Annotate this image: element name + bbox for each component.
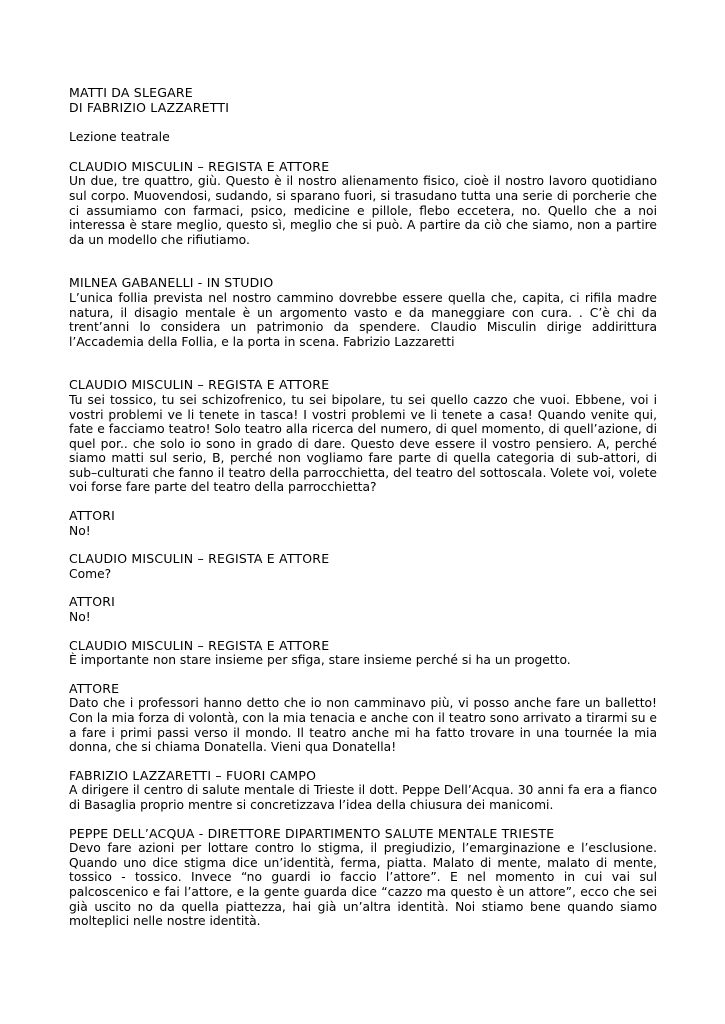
section-3 <box>69 378 657 495</box>
speaker-name: MILNEA GABANELLI - IN STUDIO <box>69 275 274 291</box>
speech-text: È importante non stare insieme per sfiga, stare insieme perché si ha un progetto. <box>69 653 571 668</box>
speaker-name: CLAUDIO MISCULIN – REGISTA E ATTORE <box>69 158 330 174</box>
speaker-name: ATTORI <box>69 508 116 524</box>
document-body <box>69 86 657 929</box>
speech-text: Come? <box>69 566 112 581</box>
section-10 <box>69 827 657 929</box>
speech-text: No! <box>69 523 91 538</box>
speech-text: Dato che i professori hanno detto che io non camminavo più, vi posso anche fare un balletto! Con la mia forza di volontà, con la mia tenacia e anche con il teatro sono arrivato a tirarmi su e a fare i primi passi verso il mondo. Il teatro anche mi ha fatto trovare in una tournée la mia donna, che si chiama Donatella. Vieni qua Donatella! <box>69 696 657 755</box>
speech-text: Tu sei tossico, tu sei schizofrenico, tu sei bipolare, tu sei quello cazzo che vuoi. Ebbene, voi i vostri problemi ve li tenete in tasca! I vostri problemi ve li tenete a casa! Quando venite qui, fate e facciamo teatro! Solo teatro alla ricerca del numero, di quel momento, di quell’azione, di quel por.. che solo io sono in grado di dare. Questo deve essere il vostro pensiero. A, perché siamo matti sul serio, B, perché non vogliamo fare parte di quella categoria di sub-attori, di sub–culturati che fanno il teatro della parrocchietta, del teatro del sottoscala. Volete voi, volete voi forse fare parte del teatro della parrocchietta? <box>69 392 657 495</box>
document-subtitle: Lezione teatrale <box>69 129 170 145</box>
section-9 <box>69 769 657 813</box>
speaker-name: FABRIZIO LAZZARETTI – FUORI CAMPO <box>69 767 317 783</box>
section-8 <box>69 682 657 755</box>
section-2 <box>69 276 657 349</box>
speech-text: A dirigere il centro di salute mentale di Trieste il dott. Peppe Dell’Acqua. 30 anni fa era a fianco di Basaglia proprio mentre si concretizzava l’idea della chiusura dei manicomi. <box>69 783 657 812</box>
speaker-name: CLAUDIO MISCULIN – REGISTA E ATTORE <box>69 551 330 567</box>
speech-text: Devo fare azioni per lottare contro lo stigma, il pregiudizio, l’emarginazione e l’esclusione. Quando uno dice stigma dice un’identità, ferma, piatta. Malato di mente, malato di mente, tossico - tossico. Invece “no guardi io faccio l’attore”. E nel momento in cui vai sul palcoscenico e fai l’attore, e la gente guarda dice “cazzo ma questo è un attore”, ecco che sei già uscito no da quella piattezza, hai già un’altra identità. Noi stiamo bene quando siamo molteplici nelle nostre identità. <box>69 841 657 929</box>
section-5 <box>69 552 657 581</box>
speech-text: Un due, tre quattro, giù. Questo è il nostro alienamento fisico, cioè il nostro lavoro quotidiano sul corpo. Muovendosi, sudando, si sparano fuori, si trasudano tutta una serie di porcherie che ci assumiamo con farmaci, psico, medicine e pillole, flebo eccetera, no. Quello che a noi interessa è stare meglio, questo sì, meglio che si può. A partire da ciò che siamo, non a partire da un modello che rifiutiamo. <box>69 174 657 247</box>
speaker-name: PEPPE DELL’ACQUA - DIRETTORE DIPARTIMENTO SALUTE MENTALE TRIESTE <box>69 825 555 841</box>
document-title-line2: DI FABRIZIO LAZZARETTI <box>69 99 230 115</box>
section-6 <box>69 595 657 624</box>
section-7 <box>69 639 657 668</box>
document-title-line1: MATTI DA SLEGARE <box>69 85 193 100</box>
section-4 <box>69 509 657 538</box>
section-1 <box>69 160 657 248</box>
speaker-name: CLAUDIO MISCULIN – REGISTA E ATTORE <box>69 637 330 653</box>
speech-text: No! <box>69 610 91 625</box>
speech-text: L’unica follia prevista nel nostro cammino dovrebbe essere quella che, capita, ci rifila madre natura, il disagio mentale è un argomento vasto e da maneggiare con cura. . C’è chi da trent’anni lo considera un patrimonio da spendere. Claudio Misculin dirige addirittura l’Accademia della Follia, e la porta in scena. Fabrizio Lazzaretti <box>69 290 657 349</box>
speaker-name: CLAUDIO MISCULIN – REGISTA E ATTORE <box>69 377 330 393</box>
speaker-name: ATTORE <box>69 680 120 696</box>
speaker-name: ATTORI <box>69 594 116 610</box>
